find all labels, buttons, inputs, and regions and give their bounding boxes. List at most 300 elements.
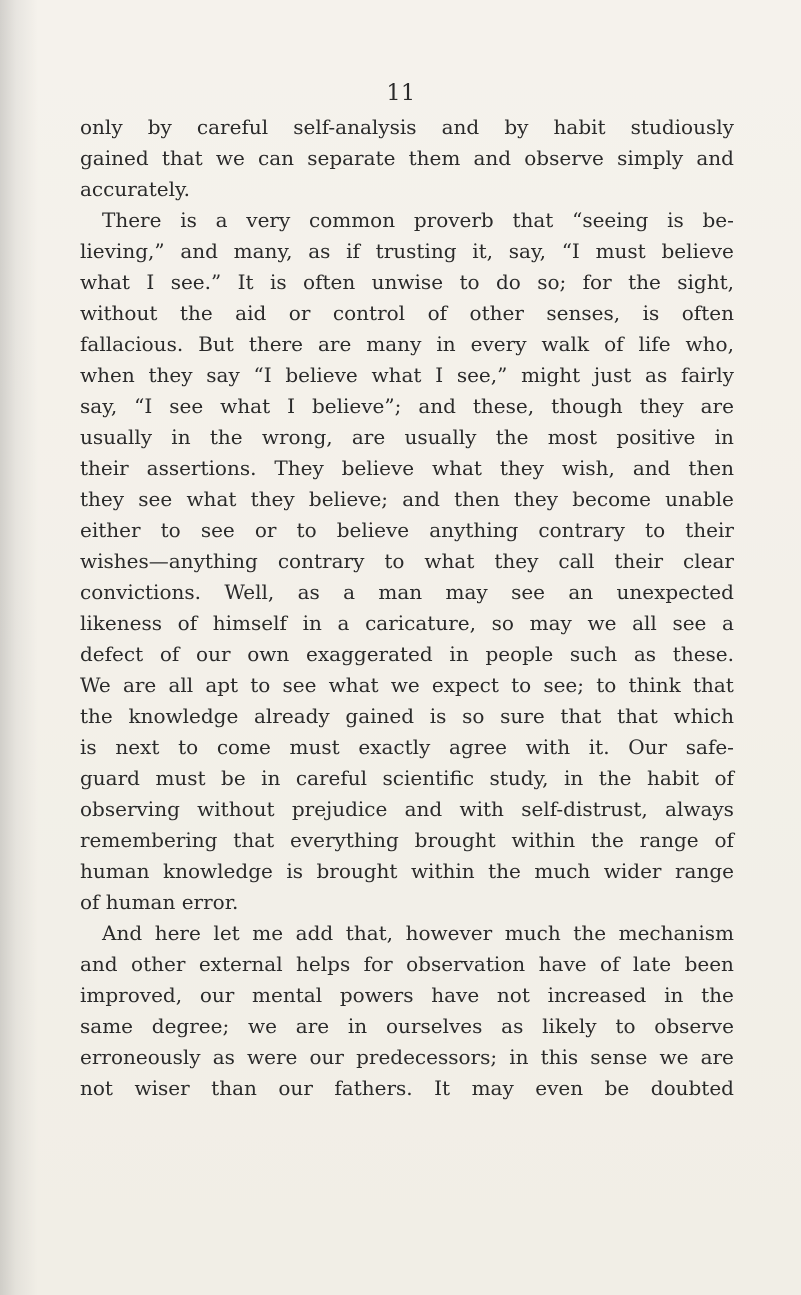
word: own [247, 642, 290, 666]
word: degree; [151, 1014, 230, 1038]
word: see [672, 611, 707, 635]
word: their [685, 518, 734, 542]
word: what [220, 394, 271, 418]
word: mental [252, 983, 323, 1007]
word: are [700, 1045, 734, 1069]
word: mechanism [618, 921, 734, 945]
word: separate [307, 146, 396, 170]
word: as [501, 1014, 524, 1038]
word: the [495, 425, 529, 449]
word: senses, [546, 301, 621, 325]
word: in [664, 983, 684, 1007]
word: next [115, 735, 160, 759]
word: not [80, 1076, 113, 1100]
word: common [309, 208, 396, 232]
word: But [198, 332, 234, 356]
word: human [80, 859, 150, 883]
word: to [459, 270, 480, 294]
word: unable [665, 487, 734, 511]
word: this [540, 1045, 579, 1069]
word: what [80, 270, 130, 294]
word: himself [212, 611, 287, 635]
word: observing [80, 797, 180, 821]
word: all [632, 611, 657, 635]
word: contrary [277, 549, 365, 573]
word: increased [547, 983, 647, 1007]
word: are [317, 332, 352, 356]
word: and [418, 394, 456, 418]
word: proverb [413, 208, 494, 232]
text-line [80, 794, 734, 825]
word: the [179, 301, 213, 325]
word: without [197, 797, 275, 821]
word: careful [295, 766, 368, 790]
word: other [469, 301, 524, 325]
word: assertions. [146, 456, 257, 480]
text-line [80, 1011, 734, 1042]
word: observe [524, 146, 604, 170]
word: already [253, 704, 330, 728]
word: and [402, 487, 440, 511]
word: apt [205, 673, 239, 697]
word: Our [628, 735, 668, 759]
word: must [595, 239, 646, 263]
word: think [628, 673, 681, 697]
text-line [80, 639, 734, 670]
word: habit [646, 766, 699, 790]
word: “I [253, 363, 272, 387]
word: sense [590, 1045, 648, 1069]
word: and [441, 115, 480, 139]
word: as [308, 239, 331, 263]
word: and [404, 797, 443, 821]
word: trusting [375, 239, 457, 263]
word: if [346, 239, 360, 263]
word: come [216, 735, 271, 759]
word: and [180, 239, 218, 263]
word: the [209, 425, 243, 449]
word: observe [654, 1014, 734, 1038]
text-line [80, 1042, 734, 1073]
word: many, [233, 239, 293, 263]
word: in [261, 766, 281, 790]
word: anything [429, 518, 519, 542]
word: usually [80, 425, 153, 449]
word: wish, [561, 456, 615, 480]
word: to [596, 673, 617, 697]
word: to [645, 518, 666, 542]
word: see; [543, 673, 585, 697]
word: is [642, 301, 660, 325]
word: erroneously [80, 1045, 201, 1069]
word: prejudice [291, 797, 388, 821]
word: such [569, 642, 618, 666]
word: of [600, 952, 620, 976]
word: often [303, 270, 356, 294]
word: same [80, 1014, 133, 1038]
word: we [659, 1045, 689, 1069]
word: our [196, 642, 231, 666]
text-line [80, 918, 734, 949]
word: brought [414, 828, 496, 852]
word: to [296, 518, 317, 542]
word: as [645, 363, 668, 387]
word: with [459, 797, 504, 821]
word: sure [500, 704, 545, 728]
word: what [432, 456, 482, 480]
word: doubted [650, 1076, 734, 1100]
word: call [558, 549, 595, 573]
word: control [332, 301, 406, 325]
word: contrary [538, 518, 625, 542]
word: only [80, 115, 123, 139]
text-line [80, 763, 734, 794]
word: fairly [680, 363, 734, 387]
word: then [688, 456, 734, 480]
text-line [80, 484, 734, 515]
word: man [378, 580, 423, 604]
word: of [177, 611, 198, 635]
word: self-analysis [293, 115, 417, 139]
text-line [80, 577, 734, 608]
word: let [213, 921, 240, 945]
word: fathers. [334, 1076, 413, 1100]
word: believe [336, 518, 410, 542]
word: defect [80, 642, 144, 666]
word: believe [341, 456, 415, 480]
word: to [384, 549, 405, 573]
word: predecessors; [356, 1045, 498, 1069]
word: were [247, 1045, 298, 1069]
word: believe [285, 363, 358, 387]
word: habit [553, 115, 606, 139]
word: wishes—anything [80, 549, 258, 573]
text-line [80, 205, 734, 236]
word: are [295, 1014, 330, 1038]
word: they [250, 487, 295, 511]
word: wider [603, 859, 662, 883]
word: the [80, 704, 113, 728]
word: that [616, 704, 658, 728]
word: me [252, 921, 284, 945]
body-text [80, 112, 734, 1104]
word: their [614, 549, 664, 573]
word: to [160, 518, 181, 542]
word: “I [134, 394, 153, 418]
word: expect [431, 673, 499, 697]
word: knowledge [163, 859, 273, 883]
word: that [692, 673, 734, 697]
word: I [146, 270, 155, 294]
word: positive [616, 425, 696, 449]
word: may [529, 611, 572, 635]
text-line [80, 236, 734, 267]
word: a [343, 580, 356, 604]
word: an [568, 580, 594, 604]
word: see [169, 394, 204, 418]
word: many [366, 332, 422, 356]
word: see [282, 673, 317, 697]
word: people [485, 642, 554, 666]
word: always [665, 797, 734, 821]
word: other [131, 952, 186, 976]
word: they [513, 487, 559, 511]
word: It [434, 1076, 451, 1100]
word: with [525, 735, 571, 759]
word: clear [683, 549, 734, 573]
word: what [328, 673, 379, 697]
word: what [424, 549, 475, 573]
word: self-distrust, [521, 797, 648, 821]
word: these. [672, 642, 734, 666]
text-line [80, 329, 734, 360]
word: powers [339, 983, 414, 1007]
text-line [80, 112, 734, 143]
word: believe [661, 239, 734, 263]
word: must [155, 766, 206, 790]
word: the [628, 270, 661, 294]
word: range [639, 828, 699, 852]
word: our [278, 1076, 313, 1100]
word: ourselves [385, 1014, 483, 1038]
word: They [274, 456, 324, 480]
word: caricature, [365, 611, 476, 635]
word: observation [406, 952, 526, 976]
word: every [470, 332, 527, 356]
word: see.” [170, 270, 222, 294]
word: is [180, 208, 197, 232]
word: say [206, 363, 240, 387]
word: likeness [80, 611, 162, 635]
word: must [289, 735, 340, 759]
word: then [454, 487, 500, 511]
word: brought [316, 859, 398, 883]
word: the [573, 921, 607, 945]
word: for [363, 952, 393, 976]
word: so [462, 704, 485, 728]
word: much [534, 859, 591, 883]
word: And [102, 921, 143, 945]
word: “I [561, 239, 580, 263]
word: may [445, 580, 488, 604]
word: or [288, 301, 311, 325]
word: gained [80, 146, 149, 170]
word: I [287, 394, 295, 418]
word: is [269, 270, 287, 294]
word: a [337, 611, 350, 635]
word: and [696, 146, 734, 170]
text-line [80, 267, 734, 298]
word: though [551, 394, 623, 418]
word: by [147, 115, 172, 139]
word: so [491, 611, 514, 635]
word: sight, [677, 270, 734, 294]
word: is [286, 859, 303, 883]
word: very [246, 208, 291, 232]
word: it. [588, 735, 610, 759]
word: in [563, 766, 584, 790]
word: are [700, 394, 734, 418]
text-line [80, 391, 734, 422]
word: here [154, 921, 201, 945]
word: exaggerated [306, 642, 433, 666]
word: they [639, 394, 684, 418]
text-line [80, 856, 734, 887]
word: in [714, 425, 734, 449]
word: believe”; [311, 394, 402, 418]
word: see [138, 487, 173, 511]
word: lieving,” [80, 239, 165, 263]
text-line [80, 360, 734, 391]
word: without [80, 301, 158, 325]
word: may [471, 1076, 514, 1100]
word: see [511, 580, 546, 604]
word: we [248, 1014, 277, 1038]
word: It [237, 270, 254, 294]
text-line [80, 608, 734, 639]
word: as [633, 642, 657, 666]
text-line [80, 732, 734, 763]
word: within [410, 859, 475, 883]
word: they [80, 487, 125, 511]
word: guard [80, 766, 140, 790]
word: is [429, 704, 447, 728]
word: we [390, 673, 420, 697]
word: so; [537, 270, 567, 294]
word: they [494, 549, 539, 573]
word: gained [345, 704, 415, 728]
word: add [295, 921, 334, 945]
word: I [435, 363, 444, 387]
word: studiously [630, 115, 734, 139]
word: unwise [371, 270, 444, 294]
word: simply [617, 146, 684, 170]
word: be [221, 766, 246, 790]
word: remembering [80, 828, 218, 852]
page-number: 11 [386, 81, 416, 106]
word: be [604, 1076, 630, 1100]
word: improved, [80, 983, 183, 1007]
word: our [199, 983, 235, 1007]
word: be- [702, 208, 734, 232]
text-line [80, 453, 734, 484]
word: most [547, 425, 598, 449]
word: is [667, 208, 684, 232]
word: do [495, 270, 521, 294]
word: what [371, 363, 422, 387]
word: is [80, 735, 97, 759]
word: in [302, 611, 322, 635]
word: even [535, 1076, 584, 1100]
word: the [591, 828, 624, 852]
word: for [582, 270, 612, 294]
word: their [80, 456, 129, 480]
text-line [80, 143, 734, 174]
word: have [538, 952, 587, 976]
word: in [347, 1014, 368, 1038]
word: agree [449, 735, 507, 759]
word: are [122, 673, 157, 697]
word: in [449, 642, 469, 666]
word: to [615, 1014, 636, 1038]
word: might [521, 363, 581, 387]
word: much [504, 921, 561, 945]
word: see,” [456, 363, 508, 387]
word: they [148, 363, 193, 387]
word: the [488, 859, 521, 883]
word: have [431, 983, 480, 1007]
word: these, [472, 394, 535, 418]
word: not [496, 983, 530, 1007]
word: external [198, 952, 283, 976]
word: and [80, 952, 118, 976]
word: of [604, 332, 624, 356]
word: as [212, 1045, 235, 1069]
word: life [638, 332, 671, 356]
word: wiser [134, 1076, 190, 1100]
word: all [168, 673, 194, 697]
word: say, [80, 394, 118, 418]
word: that [512, 208, 554, 232]
word: There [102, 208, 162, 232]
word: however [405, 921, 493, 945]
word: often [681, 301, 734, 325]
word: range [674, 859, 734, 883]
word: walk [541, 332, 590, 356]
text-line [80, 515, 734, 546]
word: we [587, 611, 617, 635]
word: that [161, 146, 203, 170]
word: our [309, 1045, 344, 1069]
word: convictions. [80, 580, 201, 604]
word: of [427, 301, 448, 325]
word: in [171, 425, 191, 449]
word: fallacious. [80, 332, 184, 356]
text-line [80, 949, 734, 980]
word: when [80, 363, 135, 387]
word: careful [196, 115, 269, 139]
word: can [258, 146, 295, 170]
word: been [684, 952, 734, 976]
word: Well, [224, 580, 275, 604]
word: in [436, 332, 456, 356]
word: them [408, 146, 461, 170]
word: knowledge [128, 704, 239, 728]
word: a [215, 208, 228, 232]
text-line [80, 422, 734, 453]
word: which [673, 704, 734, 728]
word: of [714, 766, 734, 790]
word: believe; [308, 487, 389, 511]
text-line: accurately. [80, 177, 190, 201]
word: it, [472, 239, 494, 263]
word: the [598, 766, 632, 790]
word: see [200, 518, 235, 542]
word: to [250, 673, 271, 697]
word: in [509, 1045, 529, 1069]
word: We [80, 673, 111, 697]
word: or [254, 518, 277, 542]
word: who, [685, 332, 734, 356]
word: there [248, 332, 303, 356]
word: to [511, 673, 532, 697]
text-line: of human error. [80, 890, 239, 914]
word: the [701, 983, 734, 1007]
word: unexpected [616, 580, 734, 604]
text-line [80, 670, 734, 701]
word: study, [489, 766, 549, 790]
word: that, [345, 921, 394, 945]
